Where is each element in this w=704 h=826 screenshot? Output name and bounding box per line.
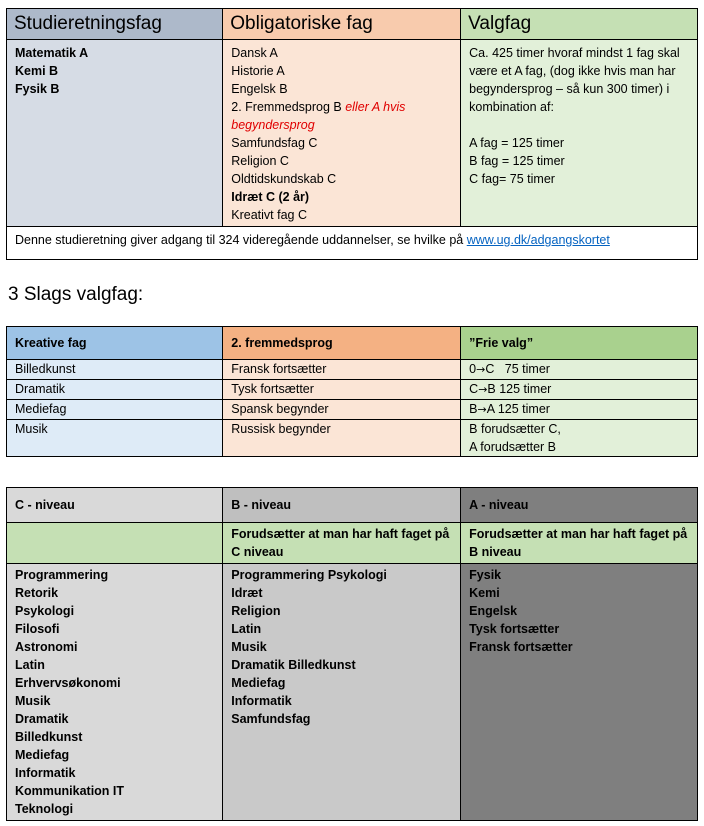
prerequisite-note: B forudsætter C, [469, 422, 561, 436]
arrow-right-icon: → [476, 363, 486, 376]
list-item: Fysik B [15, 82, 60, 96]
a-fag-timer: A fag = 125 timer [469, 136, 565, 150]
list-item: Matematik A [15, 46, 89, 60]
list-item: Idræt [231, 586, 263, 600]
valgfag-intro: Ca. 425 timer hvoraf mindst 1 fag skal være et A fag, (dog ikke hvis man har begyndersprog – så kun 300 timer) i kombination af: [469, 46, 680, 114]
list-item: Informatik [231, 694, 292, 708]
header-valgfag: Valgfag [461, 9, 698, 40]
adgangskortet-link[interactable]: www.ug.dk/adgangskortet [466, 233, 610, 247]
header-kreative-fag: Kreative fag [7, 327, 223, 360]
list-item: Engelsk B [231, 82, 288, 96]
table-cell: Billedkunst [7, 360, 223, 380]
list-item: Dramatik Billedkunst [231, 658, 356, 672]
list-item: Erhvervsøkonomi [15, 676, 121, 690]
valgfag-description [461, 40, 698, 227]
list-item: Religion [231, 604, 281, 618]
list-item: Samfundsfag [231, 712, 311, 726]
list-item: Dramatik [15, 712, 69, 726]
list-item: Kreativt fag C [231, 208, 307, 222]
header-frie-valg: ”Frie valg” [461, 327, 698, 360]
list-item: Mediefag [231, 676, 286, 690]
obligatoriske-fag-list [223, 40, 461, 227]
list-item: Programmering [15, 568, 109, 582]
list-item: Programmering Psykologi [231, 568, 387, 582]
list-item: Retorik [15, 586, 59, 600]
b-fag-timer: B fag = 125 timer [469, 154, 565, 168]
niveau-table [6, 487, 698, 821]
c-niveau-list [7, 564, 223, 821]
table-cell [461, 420, 698, 457]
b-niveau-list [223, 564, 461, 821]
header-studieretningsfag: Studieretningsfag [7, 9, 223, 40]
list-item: Historie A [231, 64, 285, 78]
list-item: Idræt C (2 år) [231, 190, 310, 204]
studieretningsfag-list [7, 40, 223, 227]
table-cell: Spansk begynder [223, 400, 461, 420]
fremmedsprog-label: 2. Fremmedsprog B [231, 100, 346, 114]
list-item: Tysk fortsætter [469, 622, 560, 636]
list-item: Latin [15, 658, 45, 672]
list-item: Fysik [469, 568, 502, 582]
fremmedsprog-note: eller A hvis begyndersprog [231, 100, 406, 132]
list-item: Psykologi [15, 604, 75, 618]
list-item: Latin [231, 622, 262, 636]
header-c-niveau: C - niveau [7, 488, 223, 523]
table-cell: Musik [7, 420, 223, 457]
adgang-footer [7, 227, 698, 260]
section-heading: 3 Slags valgfag: [8, 284, 144, 305]
level-from: B [469, 402, 478, 416]
prerequisite-note: A forudsætter B [469, 440, 557, 454]
list-item: Informatik [15, 766, 76, 780]
list-item: Mediefag [15, 748, 70, 762]
table-cell [461, 360, 698, 380]
table-cell: Tysk fortsætter [223, 380, 461, 400]
list-item: Samfundsfag C [231, 136, 318, 150]
level-from: C [469, 382, 479, 396]
list-item: Filosofi [15, 622, 60, 636]
c-fag-timer: C fag= 75 timer [469, 172, 555, 186]
header-obligatoriske-fag: Obligatoriske fag [223, 9, 461, 40]
list-item: Fransk fortsætter [469, 640, 573, 654]
valgfag-types-table [6, 326, 698, 457]
list-item: Billedkunst [15, 730, 83, 744]
arrow-right-icon: → [477, 403, 487, 416]
table-cell: Mediefag [7, 400, 223, 420]
list-item: Engelsk [469, 604, 518, 618]
list-item: Dansk A [231, 46, 278, 60]
list-item: Religion C [231, 154, 289, 168]
list-item: Oldtidskundskab C [231, 172, 337, 186]
list-item: Musik [231, 640, 267, 654]
a-niveau-prerequisite: Forudsætter at man har haft faget på B niveau [461, 523, 698, 564]
header-a-niveau: A - niveau [461, 488, 698, 523]
b-niveau-prerequisite: Forudsætter at man har haft faget på C niveau [223, 523, 461, 564]
a-niveau-list [461, 564, 698, 821]
level-to: A 125 timer [486, 402, 550, 416]
list-item [231, 98, 452, 134]
list-item: Teknologi [15, 802, 74, 816]
level-to: B 125 timer [487, 382, 552, 396]
header-b-niveau: B - niveau [223, 488, 461, 523]
table-cell [461, 400, 698, 420]
c-niveau-prerequisite [7, 523, 223, 564]
list-item: Musik [15, 694, 51, 708]
header-fremmedsprog: 2. fremmedsprog [223, 327, 461, 360]
level-from: 0 [469, 362, 477, 376]
list-item: Kemi [469, 586, 500, 600]
list-item: Astronomi [15, 640, 78, 654]
list-item: Kommunikation IT [15, 784, 125, 798]
table-cell: Russisk begynder [223, 420, 461, 457]
footer-text: Denne studieretning giver adgang til 324 videregående uddannelser, se hvilke på [15, 233, 467, 247]
level-to: C 75 timer [485, 362, 550, 376]
arrow-right-icon: → [478, 383, 488, 396]
table-cell: Dramatik [7, 380, 223, 400]
table-cell: Fransk fortsætter [223, 360, 461, 380]
list-item: Kemi B [15, 64, 59, 78]
studieretning-table [6, 8, 698, 260]
table-cell [461, 380, 698, 400]
